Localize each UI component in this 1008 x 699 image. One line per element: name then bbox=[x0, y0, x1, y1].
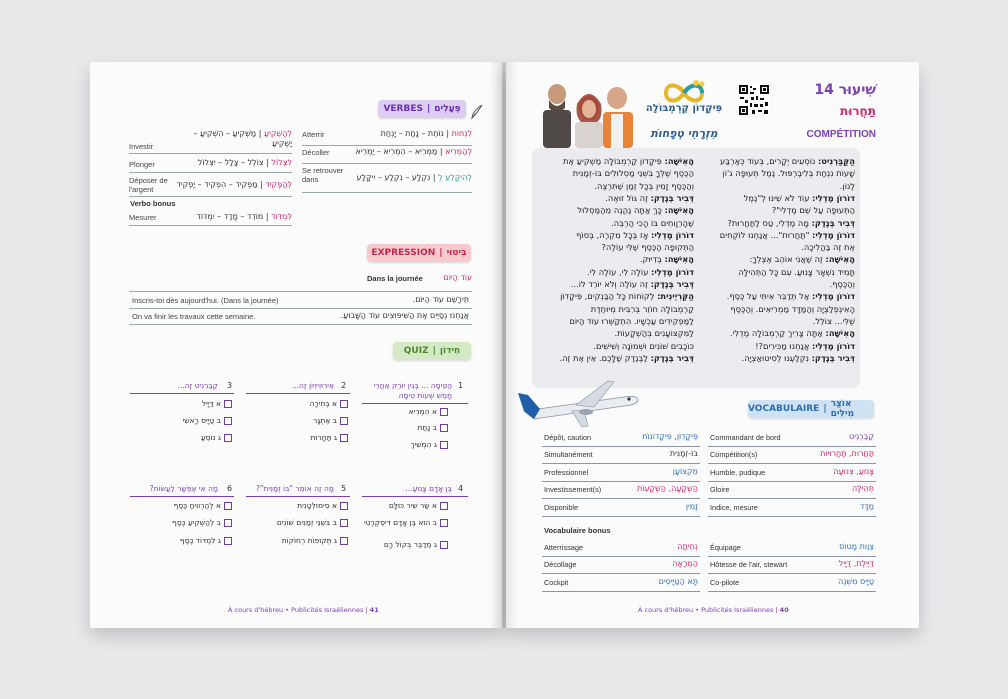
quiz-option-label: א לְהַרְווִיחַ כֶּסֶף bbox=[173, 501, 221, 510]
quiz-option[interactable] bbox=[380, 440, 448, 449]
dialogue-line bbox=[538, 156, 694, 167]
quiz-number: 1 bbox=[458, 381, 464, 390]
quiz-option-label: ב אֶתְגָּר bbox=[313, 416, 337, 425]
verb-fr: Plonger bbox=[129, 160, 155, 169]
book-spine bbox=[490, 62, 518, 628]
dialogue-line bbox=[538, 341, 694, 352]
speaker-name: הָאִישָּׁה: bbox=[664, 205, 694, 216]
dialogue-line bbox=[697, 230, 855, 241]
dialogue-text: נוֹסְעִים יְקָרִים, בְּעוֹד כְּאַרְבַּע bbox=[720, 156, 818, 166]
speaker-name: דוֹרוֹן מֶדְלִי: bbox=[812, 229, 855, 240]
vocabulary-fr: Professionnel bbox=[544, 467, 589, 477]
quiz-option[interactable] bbox=[150, 501, 232, 510]
quiz-option[interactable] bbox=[250, 536, 348, 545]
speaker-name: דוֹרוֹן מֶדְלִי: bbox=[651, 229, 694, 240]
verb-lead: לְהַשְׁקִיעַ bbox=[264, 129, 292, 138]
dialogue-text: לַבְּנֶדֶק שֶׁלָּכֶם. אֵין אֶת זֶה. bbox=[559, 352, 651, 363]
vocabulary-he: פִּיקָדוֹן, פִּיקָדוֹנוֹת bbox=[642, 432, 698, 441]
verb-he: לְהִיקָּלֵע לְ | נִקְלָע – נִקְלַע – יִיקָּלַע bbox=[356, 173, 472, 182]
quiz-option-label: ג מְדַבֵּר בְּקוֹל רָם bbox=[383, 540, 437, 549]
page-footer: À cours d'hébreu • Publicités Israéliennes | 41 bbox=[228, 606, 379, 614]
quiz-header-fr: QUIZ bbox=[403, 346, 429, 356]
quiz-title: בֶּן אָדָם צָנוּעַ... bbox=[405, 484, 452, 493]
quiz-underline bbox=[130, 496, 234, 497]
checkbox[interactable] bbox=[224, 417, 232, 425]
speaker-name: דְּבִיר בְּנֶדֶק: bbox=[650, 352, 694, 363]
quiz-option[interactable] bbox=[250, 518, 348, 527]
quiz-option[interactable] bbox=[270, 399, 348, 408]
quiz-number: 6 bbox=[227, 484, 233, 493]
footer-book: À cours d'hébreu bbox=[638, 606, 694, 614]
verb-he: לִצְלוֹל | צוֹלֵל – צָלַל – יִצְלוֹל bbox=[197, 158, 292, 167]
expression-header-he: בִּיטוּי bbox=[446, 248, 467, 258]
verb-forms: מַמְרִיא – הִמְרִיא – יַמְרִיא bbox=[355, 147, 438, 156]
speaker-name: הַקַּבַּרְנִיט: bbox=[817, 156, 855, 166]
expression-row bbox=[129, 308, 472, 325]
vocabulary-row bbox=[542, 540, 700, 557]
vocabulary-header bbox=[748, 400, 874, 418]
dialogue-text: קַרְמְבּוֹלָה חוֹזֵר בְּרִבִּית מְיוּחֶדֶת bbox=[590, 303, 694, 314]
vocabulary-fr: Co-pilote bbox=[710, 577, 740, 587]
lesson-title-fr: COMPÉTITION bbox=[806, 129, 876, 140]
vocabulary-he: הַמְרָאָה bbox=[672, 559, 698, 569]
quiz-number: 5 bbox=[341, 484, 347, 493]
dialogue-text: אֶת זֶה בַּהֲלִיכָה. bbox=[801, 242, 855, 253]
verb-he: לְהַפְקִיד | מַפְקִיד – הִפְקִיד – יַפְקִיד bbox=[176, 180, 292, 189]
logo-subtext: מִזְרָחִי טְפָחוֹת bbox=[650, 127, 718, 140]
vocabulary-row bbox=[708, 557, 876, 574]
checkbox[interactable] bbox=[340, 502, 348, 510]
vocabulary-he: מַדָּד bbox=[859, 501, 874, 511]
expression-title-he: עוֹד הַיּוֹם bbox=[443, 273, 472, 282]
dialogue-line bbox=[538, 267, 694, 278]
quiz-title: הַטִּיסָה ... בְּגִין יוֹרֵק אַחֲרֵי חָמֵשׁ שְׁעוֹת טִיסָה bbox=[373, 381, 452, 400]
dialogue-text: עוֹד לֹא שִׁינּוּ לְ"נֶמֶל bbox=[743, 192, 813, 203]
vocabulary-he: מִקְצוֹעָן bbox=[672, 466, 698, 476]
dialogue-line bbox=[697, 254, 855, 265]
quiz-option[interactable] bbox=[362, 518, 448, 527]
vocabulary-he: דַּיֶּילֶת, דַּיָּיל bbox=[838, 559, 874, 569]
quiz-option[interactable] bbox=[380, 407, 448, 416]
quiz-title: אֵירוּוִיזִיוֹן זֶה... bbox=[291, 381, 334, 390]
page-footer: À cours d'hébreu • Publicités Israéliennes | 40 bbox=[638, 606, 789, 614]
verb-fr: Atterrir bbox=[302, 130, 325, 139]
expression-fr: On va finir les travaux cette semaine. bbox=[132, 312, 256, 321]
quill-icon bbox=[470, 104, 484, 120]
dialogue-text: הָאִינְפְלַצְיָה וְהַמַּדָּד מַמְרִיאִים. וְהַכֶּסֶף bbox=[730, 303, 855, 314]
vocabulary-fr: Atterrissage bbox=[544, 543, 583, 552]
vocabulary-fr: Simultanément bbox=[544, 450, 593, 460]
checkbox[interactable] bbox=[340, 519, 348, 527]
dialogue-line bbox=[538, 181, 694, 192]
speaker-name: דוֹרוֹן מֶדְלִי: bbox=[812, 340, 855, 351]
dialogue-line bbox=[697, 168, 855, 179]
checkbox[interactable] bbox=[224, 400, 232, 408]
checkbox[interactable] bbox=[340, 417, 348, 425]
cast-photo bbox=[541, 78, 633, 148]
verb-lead: לְהַפְקִיד bbox=[265, 180, 292, 189]
airplane-image bbox=[516, 375, 641, 430]
verbs-header-fr: VERBES bbox=[383, 104, 423, 114]
dialogue-line bbox=[538, 193, 694, 204]
dialogue-text: הַתְּקוּפָה הַכֶּסֶף שֶׁלִּי עוֹלֶה? bbox=[601, 242, 694, 253]
dialogue-right-column bbox=[697, 156, 855, 376]
quiz-option[interactable] bbox=[150, 536, 232, 545]
quiz-header-he: חִידוֹן bbox=[439, 346, 461, 356]
vocabulary-row bbox=[542, 447, 700, 464]
vocabulary-row bbox=[708, 482, 876, 499]
dialogue-text: כָּךְ אַתָּה נֶהֱנֶה מֵהַמַּסְלוּל bbox=[577, 205, 665, 216]
dialogue-line bbox=[538, 353, 694, 364]
dialogue-text: תָּמִיד נִשְׁאָר צָנוּעַ. עִם כָּל הַתְּהִילָּה bbox=[738, 266, 855, 277]
speaker-name: הָאִישָּׁה: bbox=[664, 156, 694, 166]
footer-section: Publicités Israéliennes bbox=[701, 606, 774, 614]
dialogue-text: מָה מֶדְלִי, טַס לַתַּחֲרוּת? bbox=[727, 217, 812, 228]
vocabulary-he: נְחִיתָה bbox=[677, 542, 698, 551]
dialogue-line bbox=[538, 254, 694, 265]
vocabulary-he: תָּא הַטַּיָּיסִים bbox=[658, 576, 698, 586]
dialogue-line bbox=[697, 279, 855, 290]
dialogue-line bbox=[538, 205, 694, 216]
footer-section: Publicités Israéliennes bbox=[291, 606, 364, 614]
verb-fr: Mesurer bbox=[129, 213, 157, 222]
dialogue-text: לֶנוֹן. bbox=[839, 180, 855, 191]
quiz-option[interactable] bbox=[150, 399, 232, 408]
quiz-option[interactable] bbox=[270, 416, 348, 425]
dialogue-line bbox=[538, 168, 694, 179]
vocabulary-row bbox=[542, 557, 700, 574]
dialogue-line bbox=[538, 316, 694, 327]
vocabulary-he: בּוֹ-זְמַנִּית bbox=[669, 449, 698, 459]
dialogue-line bbox=[697, 304, 855, 315]
vocabulary-fr: Humble, pudique bbox=[710, 467, 766, 477]
vocabulary-row bbox=[542, 482, 700, 499]
vocabulary-row bbox=[708, 540, 876, 557]
vocabulary-fr: Cockpit bbox=[544, 577, 569, 587]
dialogue-line bbox=[538, 218, 694, 229]
dialogue-text: פִּיקָדוֹן קַרְמְבּוֹלָה מַשְׁקִיעַ אֶת bbox=[563, 156, 665, 166]
quiz-title: קַבַּרְנִיט זֶה... bbox=[177, 381, 218, 390]
checkbox[interactable] bbox=[440, 441, 448, 449]
dialogue-line bbox=[697, 353, 855, 364]
verb-he: לִמְדּוֹד | מוֹדֵד – מָדַד – יִמְדּוֹד bbox=[196, 212, 292, 221]
qr-code-icon[interactable] bbox=[738, 84, 770, 116]
quiz-title: מָה זֶה אוֹמֵר "בּוֹ זְמַנִּית"? bbox=[256, 484, 334, 493]
quiz-option[interactable] bbox=[150, 518, 232, 527]
vocabulary-he: טַיָּיס מִשְׁנֶה bbox=[837, 576, 874, 586]
verb-forms: מוֹדֵד – מָדַד – יִמְדּוֹד bbox=[196, 212, 264, 221]
vocabulary-row bbox=[542, 430, 700, 447]
dialogue-text: אַתָּה צָרִיךְ קַרְמְבּוֹלָה מֶדְלִי. bbox=[729, 328, 826, 339]
quiz-option[interactable] bbox=[270, 433, 348, 442]
lesson-number: שִׁיעוּר 14 bbox=[814, 82, 876, 98]
dialogue-line bbox=[538, 328, 694, 339]
vocabulary-fr: Investissement(s) bbox=[544, 485, 602, 495]
expression-fr: Inscris-toi dès aujourd'hui. (Dans la journée) bbox=[132, 296, 279, 305]
verb-forms: נוֹחֵת – נָחַת – יָנְחַת bbox=[380, 129, 444, 138]
dialogue-text: אַל תְּדַבֵּר אִיתִּי עַל כֶּסֶף. bbox=[726, 291, 813, 302]
vocabulary-fr: Dépôt, caution bbox=[544, 433, 592, 442]
dialogue-line bbox=[697, 156, 855, 167]
verb-lead: לִצְלוֹל bbox=[271, 158, 292, 167]
vocabulary-he: צֶוֶות מָטוֹס bbox=[839, 542, 874, 551]
dialogue-line bbox=[697, 218, 855, 229]
verbs-header bbox=[378, 100, 466, 118]
quiz-option[interactable] bbox=[150, 433, 232, 442]
vocabulary-fr: Compétition(s) bbox=[710, 450, 758, 460]
quiz-option-label: ב לְהַשְׁקִיעַ כֶּסֶף bbox=[172, 518, 221, 527]
dialogue-line bbox=[697, 328, 855, 339]
dialogue-text: זֶה עוֹלֶה וְלֹא יוֹרֵד לוֹ... bbox=[570, 279, 651, 289]
quiz-option[interactable] bbox=[362, 540, 448, 549]
quiz-option-label: ב נָחַת bbox=[417, 423, 437, 432]
dialogue-text: אֲנַחְנוּ מַכִּירִים?! bbox=[755, 340, 813, 351]
dialogue-line bbox=[697, 341, 855, 352]
vocabulary-fr: Hôtesse de l'air, stewart bbox=[710, 560, 788, 570]
verb-row bbox=[302, 164, 472, 193]
quiz-option-label: ב בִּשְׁנֵי זְמַנִּים שׁוֹנִים bbox=[276, 518, 337, 527]
dialogue-text: הַכֶּסֶף שֶׁלְּךָ בִּשְׁנֵי מַסְלוּלִים בּוֹ-זְמַנִּית bbox=[572, 168, 694, 179]
vocabulary-he: קַבַּרְנִיט bbox=[849, 432, 874, 441]
speaker-name: הָאִישָּׁה: bbox=[825, 254, 855, 265]
header-divider: | bbox=[823, 404, 827, 414]
verbs-header-he: פְּעָלִים bbox=[434, 104, 461, 114]
verb-row bbox=[302, 128, 472, 146]
quiz-underline bbox=[362, 403, 468, 404]
vocabulary-fr: Indice, mesure bbox=[710, 502, 758, 512]
dialogue-text: הַתְּעוּפָה עַל שֵׁם מֶדְלִי"? bbox=[771, 205, 855, 216]
checkbox[interactable] bbox=[224, 502, 232, 510]
expression-header bbox=[367, 244, 471, 262]
logo-text: פִּיקָדוֹן קַרְמְבּוֹלָה bbox=[645, 103, 723, 114]
quiz-option[interactable] bbox=[380, 423, 448, 432]
quiz-header bbox=[393, 342, 471, 360]
quiz-number: 2 bbox=[341, 381, 347, 390]
quiz-number: 3 bbox=[227, 381, 233, 390]
dialogue-text: עוֹלֶה לִי, עוֹלֶה לִי. bbox=[586, 266, 652, 277]
dialogue-line bbox=[697, 181, 855, 192]
dialogue-line bbox=[538, 242, 694, 253]
dialogue-line bbox=[538, 291, 694, 302]
footer-book: À cours d'hébreu bbox=[228, 606, 284, 614]
expression-title-fr: Dans la journée bbox=[367, 274, 423, 283]
dialogue-line bbox=[697, 193, 855, 204]
dialogue-line bbox=[538, 230, 694, 241]
vocabulary-he: צָנוּעַ, צְנוּעָה bbox=[833, 466, 874, 476]
checkbox[interactable] bbox=[224, 519, 232, 527]
quiz-option-label: ג תְּקוּפוֹת רְחוֹקוֹת bbox=[281, 536, 337, 545]
speaker-name: הָאִישָּׁה: bbox=[664, 254, 694, 265]
quiz-option-label: א דַּיָּיל bbox=[201, 399, 221, 408]
quiz-option-label: א שַׂר שִׁיר כּוּלָּם bbox=[388, 501, 437, 510]
speaker-name: הַקְּרִיְינִית: bbox=[657, 291, 694, 302]
quiz-option-label: א סִימוּלְטָנִית bbox=[297, 501, 337, 510]
verb-forms: מַפְקִיד – הִפְקִיד – יַפְקִיד bbox=[176, 180, 258, 189]
header-divider: | bbox=[439, 248, 443, 258]
header-divider: | bbox=[432, 346, 436, 356]
verb-lead: לְהַמְרִיא bbox=[445, 147, 472, 156]
quiz-option[interactable] bbox=[250, 501, 348, 510]
checkbox[interactable] bbox=[440, 408, 448, 416]
verb-he: לְהַמְרִיא | מַמְרִיא – הִמְרִיא – יַמְרִיא bbox=[355, 147, 472, 156]
checkbox[interactable] bbox=[224, 434, 232, 442]
dialogue-line bbox=[538, 279, 694, 290]
verb-row bbox=[302, 146, 472, 164]
verb-fr: Déposer de l'argent bbox=[129, 176, 168, 194]
checkbox[interactable] bbox=[440, 424, 448, 432]
dialogue-text: וְהַכֶּסֶף. bbox=[829, 279, 855, 289]
quiz-underline bbox=[246, 393, 350, 394]
speaker-name: הָאִישָּׁה: bbox=[825, 328, 855, 339]
speaker-name: דוֹרוֹן מֶדְלִי: bbox=[812, 192, 855, 203]
lesson-title-he: תַּחֲרוּת bbox=[840, 104, 876, 118]
verb-he: לִנְחוֹת | נוֹחֵת – נָחַת – יָנְחַת bbox=[380, 129, 472, 138]
dialogue-text: זֶה שֶׁאֲנִי אוֹהֵב אֶצְלְךָ: bbox=[749, 254, 826, 265]
vocabulary-fr: Décollage bbox=[544, 560, 577, 570]
expression-row bbox=[129, 291, 472, 309]
vocab-bonus-label: Vocabulaire bonus bbox=[544, 526, 611, 535]
checkbox[interactable] bbox=[340, 537, 348, 545]
quiz-option-label: א בְּחִירָה bbox=[309, 399, 337, 408]
quiz-underline bbox=[246, 496, 350, 497]
dialogue-line bbox=[697, 242, 855, 253]
verb-he: לְהַשְׁקִיעַ | מַשְׁקִיעַ – הִשְׁקִיעַ – יַשְׁקִיעַ bbox=[193, 129, 292, 148]
quiz-option[interactable] bbox=[362, 501, 448, 510]
vocabulary-row bbox=[542, 465, 700, 482]
dialogue-line bbox=[697, 316, 855, 327]
vocabulary-he: תְּהִילָּה bbox=[851, 484, 874, 494]
verb-lead: לִנְחוֹת bbox=[451, 129, 472, 138]
vocabulary-header-he: אוֹצַר מִילִּים bbox=[830, 399, 855, 419]
checkbox[interactable] bbox=[340, 434, 348, 442]
quiz-option-label: ב טַיָּיס רָאשִׁי bbox=[182, 416, 221, 425]
speaker-name: דוֹרוֹן מֶדְלִי: bbox=[651, 266, 694, 277]
verb-forms: מַשְׁקִיעַ – הִשְׁקִיעַ – יַשְׁקִיעַ bbox=[193, 129, 292, 148]
speaker-name: דוֹרוֹן מֶדְלִי: bbox=[812, 291, 855, 302]
quiz-number: 4 bbox=[458, 484, 464, 493]
quiz-option-label: ג נוֹסֵעַ bbox=[200, 433, 221, 442]
vocabulary-row bbox=[708, 575, 876, 592]
vocabulary-fr: Disponible bbox=[544, 502, 579, 512]
dialogue-text: שֶׁהָרְוָוחִים בּוֹ הָכִי הַרְבֵּה. bbox=[611, 217, 694, 228]
quiz-option-label: ג הִמְשִׁיךְ bbox=[410, 440, 437, 449]
dialogue-text: שֶׁלִּי... צוֹלֵל. bbox=[812, 315, 855, 326]
verb-row bbox=[129, 174, 292, 197]
quiz-option-label: ג תַּחֲרוּת bbox=[310, 433, 337, 442]
verb-forms: נִקְלָע – נִקְלַע – יִיקָּלַע bbox=[356, 173, 431, 182]
header-divider: | bbox=[426, 104, 431, 114]
quiz-title: מָה אִי אֶפְשָׁר לַעֲשׂוֹת? bbox=[149, 484, 218, 493]
page-number: 41 bbox=[369, 606, 379, 614]
vocabulary-header-fr: VOCABULAIRE bbox=[748, 404, 820, 414]
dialogue-text: לְקוֹחוֹת כָּל הַבַּנְקִים, פִּיקָדוֹן bbox=[560, 291, 658, 302]
vocabulary-row bbox=[708, 500, 876, 517]
dialogue-text: שָׁעוֹת נִנְחַת בְּלִיבֶרְפּוּל. נֶמֶל תְּעוּפָה ג'וֹן bbox=[722, 168, 855, 179]
dialogue-text: זֶה גּוֹל זוּאֶה. bbox=[605, 192, 651, 203]
verb-row bbox=[129, 155, 292, 173]
verb-lead: לִמְדּוֹד bbox=[271, 212, 292, 221]
dialogue-text: לַמַּפְקִידִים עַכְשָׁיו. הִתְקַשְּׁרוּ עוֹד הַיּוֹם bbox=[569, 315, 694, 326]
vocabulary-he: הַשְׁקָעָה, הַשְׁקָעוֹת bbox=[637, 484, 698, 494]
verb-fr: Décoller bbox=[302, 148, 330, 157]
speaker-name: דְּבִיר בְּנֶדֶק: bbox=[811, 217, 855, 228]
verb-lead: לְהִיקָּלֵע לְ bbox=[438, 173, 472, 182]
dialogue-text: כּוֹכָבִים שׁוֹנִים וּשְׁמוֹנָה וְשִׁישִׁים. bbox=[593, 340, 694, 351]
vocabulary-row bbox=[542, 500, 700, 517]
quiz-option-label: ג לִמְדּוֹד כֶּסֶף bbox=[179, 536, 221, 545]
verb-fr: Investir bbox=[129, 142, 154, 151]
verb-forms: צוֹלֵל – צָלַל – יִצְלוֹל bbox=[197, 158, 264, 167]
checkbox[interactable] bbox=[440, 541, 448, 549]
vocabulary-row bbox=[708, 447, 876, 464]
dialogue-text: לַמִּקְצוֹעָנִים בְּהַשְׁקָעוֹת. bbox=[614, 328, 694, 339]
checkbox[interactable] bbox=[440, 519, 448, 527]
dialogue-line bbox=[697, 205, 855, 216]
vocabulary-row bbox=[542, 575, 700, 592]
dialogue-left-column bbox=[538, 156, 694, 376]
vocabulary-fr: Gloire bbox=[710, 485, 730, 495]
vocabulary-row bbox=[708, 430, 876, 447]
dialogue-text: וְהַכֶּסֶף זָמִין בְּכָל זְמַן שֶׁתִּרְצֶה. bbox=[594, 180, 694, 191]
quiz-underline bbox=[130, 393, 234, 394]
dialogue-text: "תַּחֲרוּת"... אֲנַחְנוּ לוֹקְחִים bbox=[719, 229, 813, 240]
quiz-option[interactable] bbox=[150, 416, 232, 425]
checkbox[interactable] bbox=[340, 400, 348, 408]
vocabulary-row bbox=[708, 465, 876, 482]
speaker-name: דְּבִיר בְּנֶדֶק: bbox=[811, 352, 855, 363]
verb-row bbox=[129, 128, 292, 154]
dialogue-line bbox=[697, 267, 855, 278]
page-number: 40 bbox=[779, 606, 789, 614]
dialogue-text: בְּדִיּוּק. bbox=[639, 254, 665, 265]
quiz-underline bbox=[362, 496, 468, 497]
dialogue-line bbox=[697, 291, 855, 302]
expression-header-fr: EXPRESSION bbox=[371, 248, 436, 258]
vocabulary-he: תַּחֲרוּת, תַּחֲרוּיוֹת bbox=[820, 449, 874, 459]
verb-row bbox=[129, 209, 292, 226]
dialogue-line bbox=[538, 304, 694, 315]
speaker-name: דְּבִיר בְּנֶדֶק: bbox=[650, 279, 694, 289]
checkbox[interactable] bbox=[440, 502, 448, 510]
expression-he: תֵּירָשֵׁם עוֹד הַיּוֹם. bbox=[412, 295, 469, 304]
verb-fr: Se retrouver dans bbox=[302, 166, 344, 184]
vocabulary-fr: Équipage bbox=[710, 543, 741, 552]
speaker-name: דְּבִיר בְּנֶדֶק: bbox=[650, 192, 694, 203]
vocabulary-fr: Commandant de bord bbox=[710, 433, 781, 442]
dialogue-text: נִקְלַעְנוּ לְסִיטוּאַצְיָה. bbox=[741, 352, 812, 363]
verbs-bonus-label: Verbo bonus bbox=[130, 199, 176, 208]
quiz-option-label: א הִמְרִיא bbox=[408, 407, 437, 416]
vocabulary-he: זָמִין bbox=[685, 501, 698, 511]
quiz-option-label: ב הוּא בֶּן אָדָם דִּיסְקְרֶטִי bbox=[363, 518, 437, 527]
dialogue-text: אָז בְּכָל מִקְרֶה, בְּסוֹף bbox=[576, 229, 652, 240]
checkbox[interactable] bbox=[224, 537, 232, 545]
expression-he: אֲנַחְנוּ נְסַיֵּים אֶת הַשִּׁיפּוּצִים עוֹד הַשָּׁבוּעַ. bbox=[340, 311, 469, 320]
